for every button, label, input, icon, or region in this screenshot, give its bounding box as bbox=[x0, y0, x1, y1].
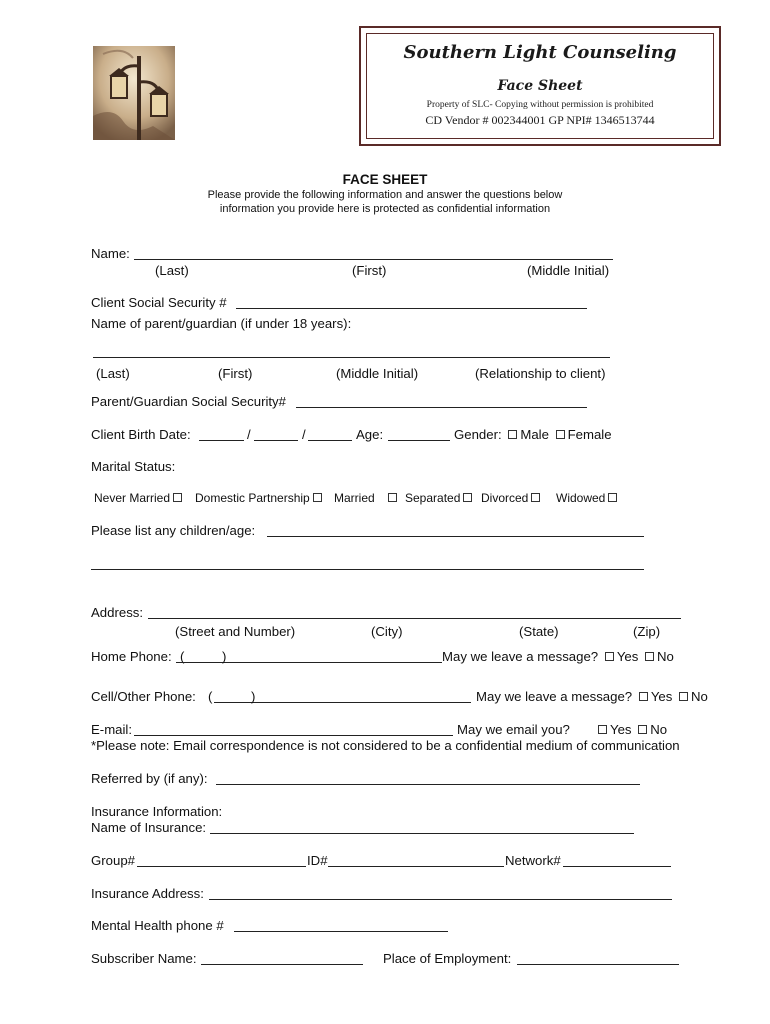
cell-phone-message-field: May we leave a message? Yes No bbox=[476, 689, 708, 704]
referred-by-input[interactable] bbox=[216, 784, 640, 785]
guardian-first-caption: (First) bbox=[218, 366, 253, 381]
insurance-address-input[interactable] bbox=[209, 899, 672, 900]
gender-label: Gender: bbox=[454, 427, 502, 442]
address-input[interactable] bbox=[148, 618, 681, 619]
subscriber-name-input[interactable] bbox=[201, 964, 363, 965]
cell-message-yes-checkbox[interactable] bbox=[639, 692, 648, 701]
children-input-line-1[interactable] bbox=[267, 536, 644, 537]
email-confidentiality-note: *Please note: Email correspondence is not considered to be a confidential medium of communication bbox=[91, 738, 680, 753]
group-label: Group# bbox=[91, 853, 135, 868]
home-phone-open-paren: ( bbox=[180, 649, 185, 664]
marital-option-domestic-partnership: Domestic Partnership bbox=[195, 491, 325, 505]
birth-year-input[interactable] bbox=[308, 440, 352, 441]
married-checkbox[interactable] bbox=[388, 493, 397, 502]
place-of-employment-input[interactable] bbox=[517, 964, 679, 965]
gender-male-label: Male bbox=[520, 427, 549, 442]
id-label: ID# bbox=[307, 853, 328, 868]
address-zip-caption: (Zip) bbox=[633, 624, 661, 639]
home-phone-close-paren: ) bbox=[222, 649, 227, 664]
address-city-caption: (City) bbox=[371, 624, 403, 639]
gender-female-checkbox[interactable] bbox=[556, 430, 565, 439]
address-state-caption: (State) bbox=[519, 624, 559, 639]
marital-option-widowed: Widowed bbox=[556, 491, 620, 505]
separated-checkbox[interactable] bbox=[463, 493, 472, 502]
marital-option-married: Married bbox=[334, 491, 400, 505]
place-of-employment-label: Place of Employment: bbox=[383, 951, 512, 966]
property-notice: Property of SLC- Copying without permission is prohibited bbox=[426, 100, 654, 110]
group-input[interactable] bbox=[137, 866, 306, 867]
cell-phone-close-paren: ) bbox=[251, 689, 256, 704]
network-input[interactable] bbox=[563, 866, 671, 867]
form-heading: FACE SHEET bbox=[342, 172, 428, 187]
intro-line-1: Please provide the following information and answer the questions below bbox=[207, 189, 563, 201]
insurance-name-label: Name of Insurance: bbox=[91, 820, 207, 835]
email-yes-checkbox[interactable] bbox=[598, 725, 607, 734]
children-input-line-2[interactable] bbox=[91, 569, 644, 570]
birth-month-input[interactable] bbox=[199, 440, 244, 441]
never-married-checkbox[interactable] bbox=[173, 493, 182, 502]
gender-male-checkbox[interactable] bbox=[508, 430, 517, 439]
domestic-partnership-checkbox[interactable] bbox=[313, 493, 322, 502]
home-phone-message-field: May we leave a message? Yes No bbox=[442, 649, 674, 664]
intro-line-2: information you provide here is protected as confidential information bbox=[219, 203, 551, 215]
home-phone-input[interactable] bbox=[176, 662, 442, 663]
insurance-heading: Insurance Information: bbox=[91, 804, 223, 819]
name-first-caption: (First) bbox=[352, 263, 387, 278]
client-ssn-input[interactable] bbox=[236, 308, 587, 309]
cell-phone-open-paren: ( bbox=[208, 689, 213, 704]
marital-status-label: Marital Status: bbox=[91, 459, 176, 474]
vendor-ids: CD Vendor # 002344001 GP NPI# 1346513744 bbox=[425, 113, 655, 127]
marital-option-divorced: Divorced bbox=[481, 491, 543, 505]
insurance-name-input[interactable] bbox=[210, 833, 634, 834]
age-input[interactable] bbox=[388, 440, 450, 441]
marital-option-separated: Separated bbox=[405, 491, 475, 505]
email-no-checkbox[interactable] bbox=[638, 725, 647, 734]
gender-field bbox=[454, 427, 612, 442]
children-label: Please list any children/age: bbox=[91, 523, 256, 538]
id-input[interactable] bbox=[328, 866, 504, 867]
cell-phone-message-question: May we leave a message? bbox=[476, 689, 633, 704]
birth-date-label: Client Birth Date: bbox=[91, 427, 191, 442]
address-street-caption: (Street and Number) bbox=[175, 624, 296, 639]
divorced-checkbox[interactable] bbox=[531, 493, 540, 502]
home-phone-message-question: May we leave a message? bbox=[442, 649, 599, 664]
birth-slash-2: / bbox=[302, 427, 306, 442]
email-question: May we email you? bbox=[457, 722, 570, 737]
org-name: Southern Light Counseling bbox=[403, 42, 677, 63]
network-label: Network# bbox=[505, 853, 561, 868]
name-last-caption: (Last) bbox=[155, 263, 189, 278]
client-ssn-label: Client Social Security # bbox=[91, 295, 227, 310]
gender-female-label: Female bbox=[567, 427, 612, 442]
letterhead-box bbox=[359, 26, 721, 146]
email-consent-field: Yes No bbox=[595, 722, 667, 737]
name-label: Name: bbox=[91, 246, 130, 261]
referred-by-label: Referred by (if any): bbox=[91, 771, 208, 786]
guardian-name-label: Name of parent/guardian (if under 18 years): bbox=[91, 316, 352, 331]
insurance-address-label: Insurance Address: bbox=[91, 886, 204, 901]
mental-health-phone-label: Mental Health phone # bbox=[91, 918, 224, 933]
doc-title: Face Sheet bbox=[497, 78, 583, 94]
mental-health-phone-input[interactable] bbox=[234, 931, 448, 932]
cell-phone-label: Cell/Other Phone: bbox=[91, 689, 196, 704]
cell-message-no-checkbox[interactable] bbox=[679, 692, 688, 701]
guardian-ssn-input[interactable] bbox=[296, 407, 587, 408]
home-phone-label: Home Phone: bbox=[91, 649, 172, 664]
home-message-yes-checkbox[interactable] bbox=[605, 652, 614, 661]
guardian-relationship-caption: (Relationship to client) bbox=[475, 366, 606, 381]
lantern-logo-image bbox=[93, 46, 175, 140]
birth-slash-1: / bbox=[247, 427, 251, 442]
guardian-ssn-label: Parent/Guardian Social Security# bbox=[91, 394, 286, 409]
widowed-checkbox[interactable] bbox=[608, 493, 617, 502]
age-label: Age: bbox=[356, 427, 384, 442]
email-label: E-mail: bbox=[91, 722, 133, 737]
guardian-middle-caption: (Middle Initial) bbox=[336, 366, 419, 381]
home-message-no-checkbox[interactable] bbox=[645, 652, 654, 661]
address-label: Address: bbox=[91, 605, 144, 620]
subscriber-name-label: Subscriber Name: bbox=[91, 951, 197, 966]
name-input[interactable] bbox=[134, 259, 613, 260]
guardian-last-caption: (Last) bbox=[96, 366, 130, 381]
email-input[interactable] bbox=[134, 735, 453, 736]
marital-option-never-married: Never Married bbox=[94, 491, 185, 505]
birth-day-input[interactable] bbox=[254, 440, 298, 441]
name-middle-caption: (Middle Initial) bbox=[527, 263, 610, 278]
guardian-name-input[interactable] bbox=[93, 357, 610, 358]
